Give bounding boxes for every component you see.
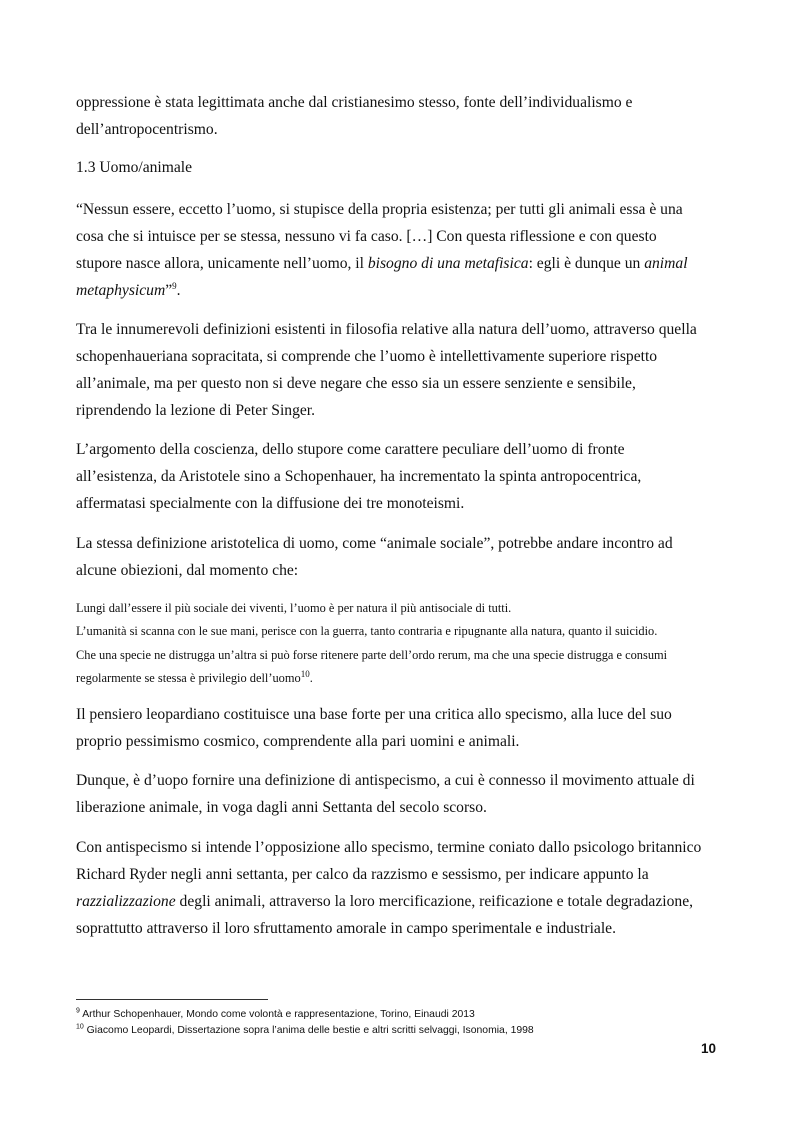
paragraph-schopenhauer-quote <box>76 196 718 304</box>
text-line: oppressione è stata legittimata anche dal cristianesimo stesso, fonte dell’individualismo e <box>76 94 633 111</box>
text-line: all’animale, ma per questo non si deve negare che esso sia un essere senziente e sensibile, <box>76 375 636 392</box>
text-run: . <box>176 282 181 299</box>
paragraph-aristotle <box>76 530 718 584</box>
text-line: affermatasi specialmente con la diffusione dei tre monoteismi. <box>76 495 465 512</box>
block-quote-leopardi <box>76 597 718 690</box>
text-line: L’argomento della coscienza, dello stupore come carattere peculiare dell’uomo di fronte <box>76 441 625 458</box>
text-line <box>76 250 718 277</box>
text-line: dell’antropocentrismo. <box>76 121 218 138</box>
quote-line: L’umanità si scanna con le sue mani, perisce con la guerra, tanto contraria e ripugnante alla natura, quanto il suicidio. <box>76 624 658 639</box>
footnote-number: 9 <box>76 1007 80 1015</box>
paragraph-ryder <box>76 834 718 942</box>
text-line: schopenhaueriana sopracitata, si comprende che l’uomo è intellettivamente superiore rispetto <box>76 348 658 365</box>
footnote-number: 10 <box>76 1023 84 1031</box>
paragraph-antispecismo <box>76 767 718 821</box>
text-line: cosa che si intuisce per se stessa, nessuno vi fa caso. […] Con questa riflessione e con questo <box>76 228 657 245</box>
footnote-ref-10: 10 <box>300 668 310 679</box>
text-run: degli animali, attraverso la loro mercificazione, reificazione e totale degradazione, <box>175 893 694 910</box>
text-line: alcune obiezioni, dal momento che: <box>76 562 299 579</box>
text-run: ” <box>165 282 173 299</box>
text-line: Tra le innumerevoli definizioni esistenti in filosofia relative alla natura dell’uomo, attraverso quella <box>76 321 697 338</box>
text-line: Dunque, è d’uopo fornire una definizione di antispecismo, a cui è connesso il movimento attuale di <box>76 772 695 789</box>
text-run: . <box>309 670 313 685</box>
footnote-ref-9: 9 <box>172 280 177 291</box>
paragraph-definitions <box>76 316 718 424</box>
text-run: stupore nasce allora, unicamente nell’uomo, il <box>76 255 368 272</box>
footnotes <box>76 1007 718 1039</box>
heading-text: 1.3 Uomo/animale <box>76 159 193 176</box>
footnote-separator <box>76 999 268 1000</box>
paragraph-coscienza <box>76 436 718 517</box>
footnote-10 <box>76 1023 718 1039</box>
quote-line: Lungi dall’essere il più sociale dei viventi, l’uomo è per natura il più antisociale di tutti. <box>76 601 512 615</box>
text-line: La stessa definizione aristotelica di uomo, come “animale sociale”, potrebbe andare incontro ad <box>76 535 673 552</box>
text-line: riprendendo la lezione di Peter Singer. <box>76 402 316 419</box>
italic-text: metaphysicum <box>76 282 166 299</box>
text-line: proprio pessimismo cosmico, comprendente alla pari uomini e animali. <box>76 733 520 750</box>
italic-text: razzializzazione <box>76 893 176 910</box>
quote-line: Che una specie ne distrugga un’altra si può forse ritenere parte dell’ordo rerum, ma che una specie distrugga e consumi <box>76 647 668 662</box>
text-line: liberazione animale, in voga dagli anni Settanta del secolo scorso. <box>76 799 487 816</box>
text-run: : egli è dunque un <box>528 255 645 272</box>
footnote-text: Arthur Schopenhauer, Mondo come volontà e rappresentazione, Torino, Einaudi 2013 <box>79 1009 475 1020</box>
section-heading <box>76 154 718 181</box>
text-line: Il pensiero leopardiano costituisce una base forte per una critica allo specismo, alla luce del suo <box>76 706 672 723</box>
text-line <box>76 277 718 304</box>
paragraph-leopardiano <box>76 701 718 755</box>
paragraph-continuation <box>76 89 718 143</box>
text-line: Richard Ryder negli anni settanta, per calco da razzismo e sessismo, per indicare appunto la <box>76 866 649 883</box>
text-line: Con antispecismo si intende l’opposizione allo specismo, termine coniato dallo psicologo britannico <box>76 839 702 856</box>
italic-text: animal <box>644 255 688 272</box>
text-run: regolarmente se stessa è privilegio dell’uomo <box>76 670 301 685</box>
footnote-text: Giacomo Leopardi, Dissertazione sopra l’anima delle bestie e altri scritti selvaggi, Isonomia, 1998 <box>83 1025 534 1036</box>
text-line <box>76 888 718 915</box>
page-number: 10 <box>701 1041 717 1056</box>
text-line: soprattutto attraverso il loro sfruttamento amorale in campo sperimentale e industriale. <box>76 920 616 937</box>
text-line: all’esistenza, da Aristotele sino a Schopenhauer, ha incrementato la spinta antropocentrica, <box>76 468 642 485</box>
italic-text: bisogno di una metafisica <box>367 255 529 272</box>
quote-line <box>76 667 718 690</box>
footnote-9 <box>76 1007 718 1023</box>
text-line: “Nessun essere, eccetto l’uomo, si stupisce della propria esistenza; per tutti gli animali essa è una <box>76 201 683 218</box>
